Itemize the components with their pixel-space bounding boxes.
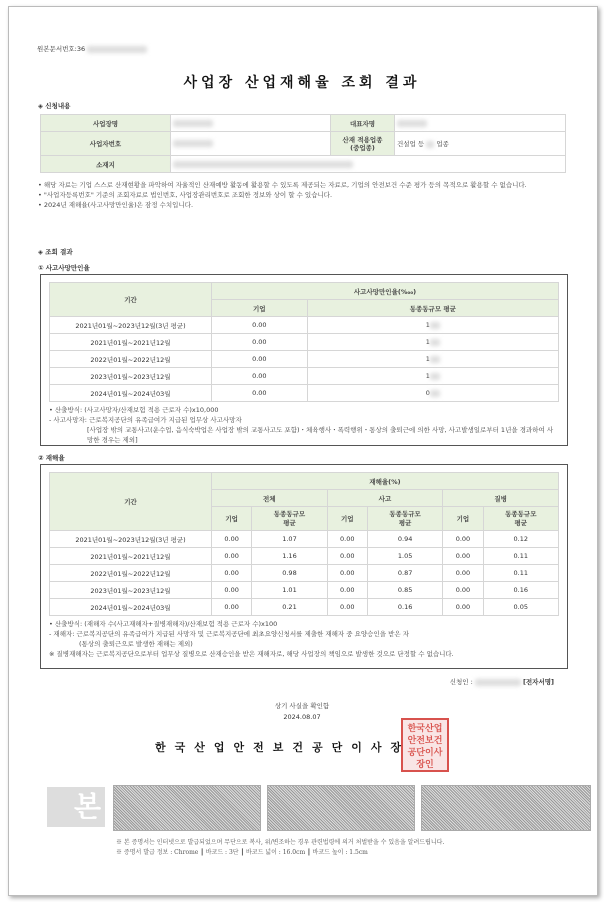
value-cell: 0.00 [443,565,483,582]
fatality-title: ① 사고사망만인율 [38,264,90,272]
value-cell: 0.00 [443,548,483,565]
table-row [50,582,559,599]
note: (통상의 출퇴근으로 발생한 재해는 제외) [79,640,193,648]
business-name-value [171,115,331,132]
business-number-value [171,132,331,156]
table-row [50,351,559,368]
label-representative: 대표자명 [331,115,395,132]
injury-box [40,464,568,669]
company-cell: 0.00 [212,317,308,334]
period-cell: 2021년01월~2021년12월 [50,548,212,565]
address-value [171,156,566,173]
label-business-name: 사업장명 [41,115,171,132]
footer-warning: ※ 본 증명서는 인터넷으로 발급되었으며 무단으로 복사, 위/변조하는 경우 관련법령에 의거 처벌받을 수 있음을 알려드립니다. [116,839,445,846]
value-cell: 0.21 [252,599,327,616]
confirm-text: 상기 사실을 확인함 [274,702,330,710]
value-cell: 0.11 [483,548,558,565]
injury-table [49,472,559,616]
period-cell: 2021년01월~2023년12월(3년 평균) [50,317,212,334]
value-cell: 0.98 [252,565,327,582]
applicant [450,677,554,686]
fatality-table [49,282,559,402]
period-cell: 2022년01월~2022년12월 [50,351,212,368]
note: • 2024년 재해율(사고사망만인율)은 잠정 수치입니다. [38,201,194,209]
col-avg: 동종동규모 평균 [367,507,442,531]
value-cell: 0.11 [483,565,558,582]
watermark: 본 [47,787,105,827]
redacted-applicant [475,679,521,686]
table-row [50,368,559,385]
avg-cell: 1 [307,351,558,368]
value-cell: 0.94 [367,531,442,548]
value-cell: 0.05 [483,599,558,616]
col-avg: 동종동규모 평균 [252,507,327,531]
value-cell: 0.00 [443,599,483,616]
doc-number [37,44,147,53]
value-cell: 1.05 [367,548,442,565]
col-avg: 동종동규모 평균 [307,300,558,317]
col-company: 기업 [327,507,367,531]
note: [사업장 밖의 교통사고(운수업, 음식숙박업은 사업장 밖의 교통사고도 포함)・체육행사・폭력행위・통상의 출퇴근에 의한 사망, 사고발생일로부터 1년을 경과하여 사망한 경우는 제외] [87,426,554,444]
period-cell: 2021년01월~2023년12월(3년 평균) [50,531,212,548]
sub-header-disease: 질병 [443,490,559,507]
period-cell: 2022년01월~2022년12월 [50,565,212,582]
avg-cell: 0 [307,385,558,402]
table-row [50,565,559,582]
company-cell: 0.00 [212,385,308,402]
issue-date: 2024.08.07 [283,713,321,721]
value-cell: 1.01 [252,582,327,599]
value-cell: 0.16 [483,582,558,599]
period-cell: 2024년01월~2024년03월 [50,599,212,616]
section-results: ◈ 조회 결과 [38,248,73,256]
value-cell: 0.16 [367,599,442,616]
value-cell: 0.85 [367,582,442,599]
value-cell: 0.00 [212,565,252,582]
note: • 산출방식: (재해자 수(사고재해자+질병재해자)/산재보험 적용 근로자 수)x100 [49,620,278,628]
table-row [50,531,559,548]
table-row [50,548,559,565]
table-row [50,317,559,334]
table-row [50,334,559,351]
industry-value: 건설업 등 업종 [395,132,566,156]
injury-group-header: 재해율(%) [212,473,559,490]
label-address: 소재지 [41,156,171,173]
note: • 해당 자료는 기업 스스로 산재현황을 파악하여 자율적인 산재예방 활동에 활용할 수 있도록 제공되는 자료로, 기업의 안전보건 수준 평가 등의 목적으로 활용할 수 없습니다. [38,181,527,189]
value-cell: 0.00 [327,599,367,616]
col-company: 기업 [443,507,483,531]
barcode-3 [421,785,591,831]
value-cell: 0.00 [443,531,483,548]
col-company: 기업 [212,300,308,317]
sub-header-accident: 사고 [327,490,443,507]
avg-cell: 1 [307,317,558,334]
table-row [50,599,559,616]
label-industry: 산재 적용업종 (중업종) [331,132,395,156]
period-cell: 2023년01월~2023년12월 [50,368,212,385]
period-cell: 2023년01월~2023년12월 [50,582,212,599]
barcode-1 [113,785,261,831]
period-header: 기간 [50,283,212,317]
section-application: ◈ 신청내용 [38,102,71,110]
value-cell: 0.00 [212,531,252,548]
barcode-2 [267,785,415,831]
sub-header-total: 전체 [212,490,328,507]
value-cell: 0.00 [327,565,367,582]
note: • "사업자등록번호" 기준의 조회자료로 법인번호, 사업장관리번호로 조회한 정보와 상이 할 수 있습니다. [38,191,333,199]
footer-issue-info: ※ 증명서 발급 정보 : Chrome ┃ 바코드 : 3단 ┃ 바코드 넓이 : 16.0cm ┃ 바코드 높이 : 1.5cm [116,849,368,856]
value-cell: 0.87 [367,565,442,582]
representative-value [395,115,566,132]
value-cell: 1.16 [252,548,327,565]
value-cell: 0.00 [327,531,367,548]
value-cell: 0.00 [327,548,367,565]
avg-cell: 1 [307,334,558,351]
value-cell: 0.00 [327,582,367,599]
col-company: 기업 [212,507,252,531]
label-business-number: 사업자번호 [41,132,171,156]
value-cell: 0.12 [483,531,558,548]
value-cell: 0.00 [212,582,252,599]
official-seal: 한국산업안전보건공단이사장인 [401,718,449,772]
fatality-group-header: 사고사망만인율(‱) [212,283,559,300]
issuer-name: 한국산업안전보건공단이사장 [155,741,411,754]
page-title: 사업장 산업재해율 조회 결과 [183,75,421,91]
table-row [50,385,559,402]
note: • 산출방식: (사고사망자/산재보험 적용 근로자 수)x10,000 [49,406,219,414]
value-cell: 0.00 [212,548,252,565]
value-cell: 0.00 [212,599,252,616]
value-cell: 1.07 [252,531,327,548]
company-cell: 0.00 [212,334,308,351]
company-cell: 0.00 [212,351,308,368]
company-cell: 0.00 [212,368,308,385]
note: ※ 질병재해자는 근로복지공단으로부터 업무상 질병으로 산재승인을 받은 재해자로, 해당 사업장의 책임으로 발생한 것으로 단정할 수 없습니다. [49,650,454,658]
doc-number-label: 원본문서번호:36 [37,45,86,53]
period-header: 기간 [50,473,212,531]
footer [116,838,444,858]
period-cell: 2024년01월~2024년03월 [50,385,212,402]
avg-cell: 1 [307,368,558,385]
value-cell: 0.00 [443,582,483,599]
col-avg: 동종동규모 평균 [483,507,558,531]
period-cell: 2021년01월~2021년12월 [50,334,212,351]
note: - 사고사망자: 근로복지공단의 유족급여가 지급된 업무상 사고사망자 [49,416,242,424]
fatality-box [40,274,568,446]
applicant-label: 신청인 : [449,678,473,686]
redacted-doc-number [87,46,147,53]
note: - 재해자: 근로복지공단의 유족급여가 지급된 사망자 및 근로복지공단에 최초요양신청서를 제출한 재해자 중 요양승인을 받은 자 [49,630,409,638]
injury-title: ② 재해율 [38,454,65,462]
application-table [40,114,566,173]
notes [38,180,566,210]
e-signature: [전자서명] [522,678,554,686]
